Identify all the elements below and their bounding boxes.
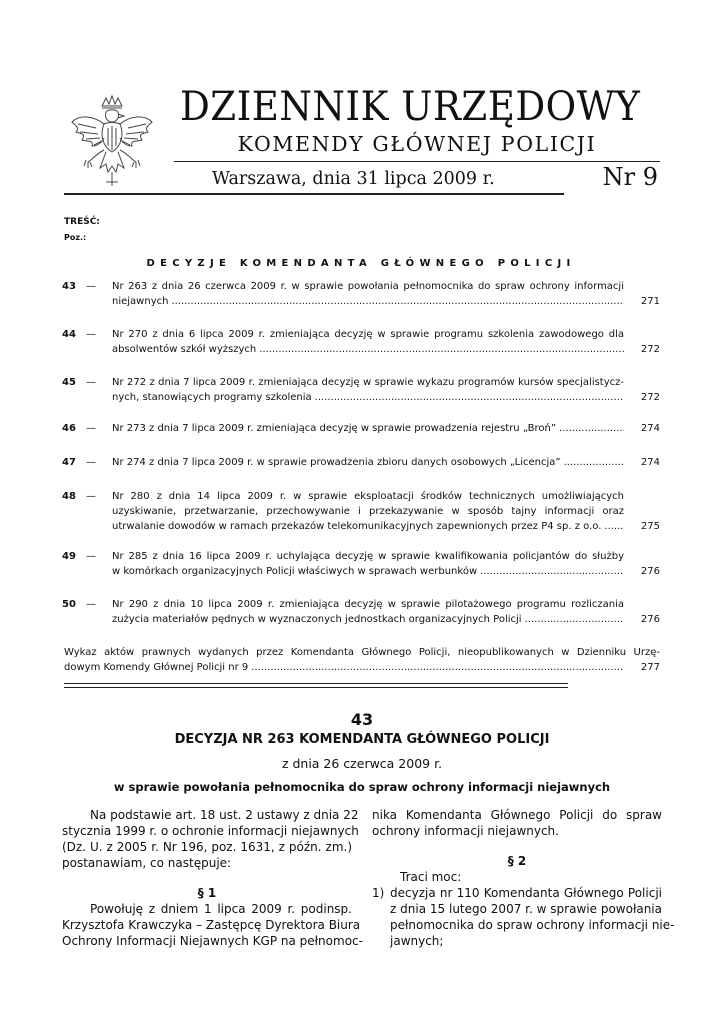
toc-entry-number: 45 (62, 377, 76, 388)
polish-eagle-emblem-icon (66, 92, 158, 192)
toc-extra-line: dowym Komendy Głównej Policji nr 9 (64, 662, 249, 673)
leader-dots (564, 455, 624, 470)
toc-entry-dash: — (86, 377, 96, 388)
toc-entry-dash: — (86, 329, 96, 340)
toc-entry-text: Nr 290 z dnia 10 lipca 2009 r. zmieniająca decyzję w sprawie pilotażowego programu rozliczania (112, 599, 624, 610)
decision-position-number: 43 (350, 710, 374, 729)
decision-title: DECYZJA NR 263 KOMENDANTA GŁÓWNEGO POLICJI (174, 732, 550, 747)
leader-dots (315, 390, 624, 405)
text-line: decyzja nr 110 Komendanta Głównego Policji (390, 886, 662, 900)
toc-entry-text: niejawnych (112, 296, 169, 307)
toc-entry-dash: — (86, 599, 96, 610)
toc-entry (62, 455, 660, 470)
toc-entry-number: 44 (62, 329, 76, 340)
toc-page-number: 274 (640, 423, 660, 434)
text-line: Traci moc: (400, 870, 462, 884)
toc-entry (62, 327, 660, 357)
masthead-divider (174, 161, 660, 162)
toc-entry (62, 279, 660, 309)
toc-entry-dash: — (86, 551, 96, 562)
paragraph-1-heading: § 1 (197, 886, 217, 900)
paragraph-1-body (62, 901, 363, 949)
masthead-divider-bottom (64, 193, 564, 195)
toc-entry-dash: — (86, 423, 96, 434)
toc-page-number: 276 (640, 614, 660, 625)
toc-entry-text: zużycia materiałów pędnych w wyznaczonych jednostkach organizacyjnych Policji (112, 614, 522, 625)
toc-entry (62, 421, 660, 436)
toc-entry-number: 46 (62, 423, 76, 434)
toc-entry (62, 489, 660, 534)
toc-entry-number: 49 (62, 551, 76, 562)
toc-divider (64, 683, 568, 684)
toc-entry-text: Nr 273 z dnia 7 lipca 2009 r. zmieniająca decyzję w sprawie prowadzenia rejestru „Broń” (112, 423, 557, 434)
leader-dots (259, 342, 624, 357)
text-column-left (62, 807, 363, 949)
leader-dots (171, 294, 624, 309)
toc-entry (62, 375, 660, 405)
text-line: stycznia 1999 r. o ochronie informacji niejawnych (62, 824, 359, 838)
toc-entry-dash: — (86, 457, 96, 468)
text-line: (Dz. U. z 2005 r. Nr 196, poz. 1631, z późn. zm.) (62, 840, 352, 854)
publication-title: DZIENNIK URZĘDOWY (180, 84, 641, 130)
toc-page-number: 272 (640, 392, 660, 403)
publication-subtitle: KOMENDY GŁÓWNEJ POLICJI (237, 132, 597, 156)
toc-entry (62, 549, 660, 579)
text-line: jawnych; (390, 934, 444, 948)
leader-dots (480, 564, 624, 579)
issue-number: Nr 9 (602, 163, 658, 191)
text-column-right (372, 807, 675, 949)
toc-extra-entry (64, 645, 660, 675)
toc-extra-line: Wykaz aktów prawnych wydanych przez Komendanta Głównego Policji, nieopublikowanych w Dzienniku Urzę- (64, 647, 660, 658)
toc-entry-text: uzyskiwanie, przetwarzanie, przechowywanie i przekazywanie w sposób tajny informacji oraz (112, 506, 624, 517)
toc-page-number: 271 (640, 296, 660, 307)
toc-entry-number: 50 (62, 599, 76, 610)
toc-entry-number: 47 (62, 457, 76, 468)
toc-section-heading: DECYZJE KOMENDANTA GŁÓWNEGO POLICJI (146, 258, 576, 269)
list-marker: 1) (372, 886, 385, 900)
text-line: Powołuję z dniem 1 lipca 2009 r. podinsp. (90, 902, 352, 916)
toc-entry-text: nych, stanowiących programy szkolenia (112, 392, 312, 403)
toc-entry-dash: — (86, 281, 96, 292)
toc-divider (64, 687, 568, 688)
decision-date: z dnia 26 czerwca 2009 r. (281, 756, 443, 771)
text-line: Ochrony Informacji Niejawnych KGP na pełnomoc- (62, 934, 363, 948)
text-line: pełnomocnika do spraw ochrony informacji nie- (390, 918, 675, 932)
issue-date: Warszawa, dnia 31 lipca 2009 r. (212, 169, 495, 189)
toc-entry-number: 48 (62, 491, 76, 502)
toc-entry-text: Nr 270 z dnia 6 lipca 2009 r. zmieniająca decyzję w sprawie programu szkolenia zawodowego dla (112, 329, 624, 340)
toc-entry-text: Nr 263 z dnia 26 czerwca 2009 r. w sprawie powołania pełnomocnika do spraw ochrony informacji (112, 281, 624, 292)
toc-entry (62, 597, 660, 627)
text-line: postanawiam, co następuje: (62, 856, 232, 870)
text-line: z dnia 15 lutego 2007 r. w sprawie powołania (390, 902, 662, 916)
text-line: ochrony informacji niejawnych. (372, 824, 559, 838)
toc-entry-text: Nr 272 z dnia 7 lipca 2009 r. zmieniająca decyzję w sprawie wykazu programów kursów specjalistycz- (112, 377, 624, 388)
text-line: Na podstawie art. 18 ust. 2 ustawy z dnia 22 (90, 808, 359, 822)
toc-entry-number: 43 (62, 281, 76, 292)
leader-dots (525, 612, 624, 627)
toc-entry-dash: — (86, 491, 96, 502)
toc-label: TREŚĆ: (64, 217, 100, 227)
toc-page-number: 277 (640, 662, 660, 673)
toc-entry-text: Nr 285 z dnia 16 lipca 2009 r. uchylająca decyzję w sprawie kwalifikowania policjantów do służby (112, 551, 624, 562)
leader-dots (559, 421, 624, 436)
toc-entry-text: w komórkach organizacyjnych Policji właściwych w sprawach werbunków (112, 566, 478, 577)
toc-entry-text: utrwalanie dowodów w ramach przekazów telekomunikacyjnych zapewnionych przez P4 sp. z o.o. (112, 521, 602, 532)
toc-entry-text: Nr 280 z dnia 14 lipca 2009 r. w sprawie eksploatacji środków technicznych umożliwiających (112, 491, 624, 502)
list-item (372, 885, 675, 949)
leader-dots (251, 660, 624, 675)
text-line: nika Komendanta Głównego Policji do spraw (372, 808, 662, 822)
intro-paragraph (62, 807, 359, 871)
toc-entry-text: Nr 274 z dnia 7 lipca 2009 r. w sprawie prowadzenia zbioru danych osobowych „Licencja” (112, 457, 561, 468)
toc-page-number: 276 (640, 566, 660, 577)
toc-page-number: 275 (640, 521, 660, 532)
leader-dots (604, 519, 624, 534)
toc-page-number: 274 (640, 457, 660, 468)
paragraph-2-heading: § 2 (507, 854, 527, 868)
toc-page-number: 272 (640, 344, 660, 355)
text-line: Krzysztofa Krawczyka – Zastępcę Dyrektora Biura (62, 918, 361, 932)
toc-poz-label: Poz.: (64, 233, 87, 242)
decision-subject: w sprawie powołania pełnomocnika do spraw ochrony informacji niejawnych (113, 780, 611, 794)
toc-entry-text: absolwentów szkół wyższych (112, 344, 257, 355)
